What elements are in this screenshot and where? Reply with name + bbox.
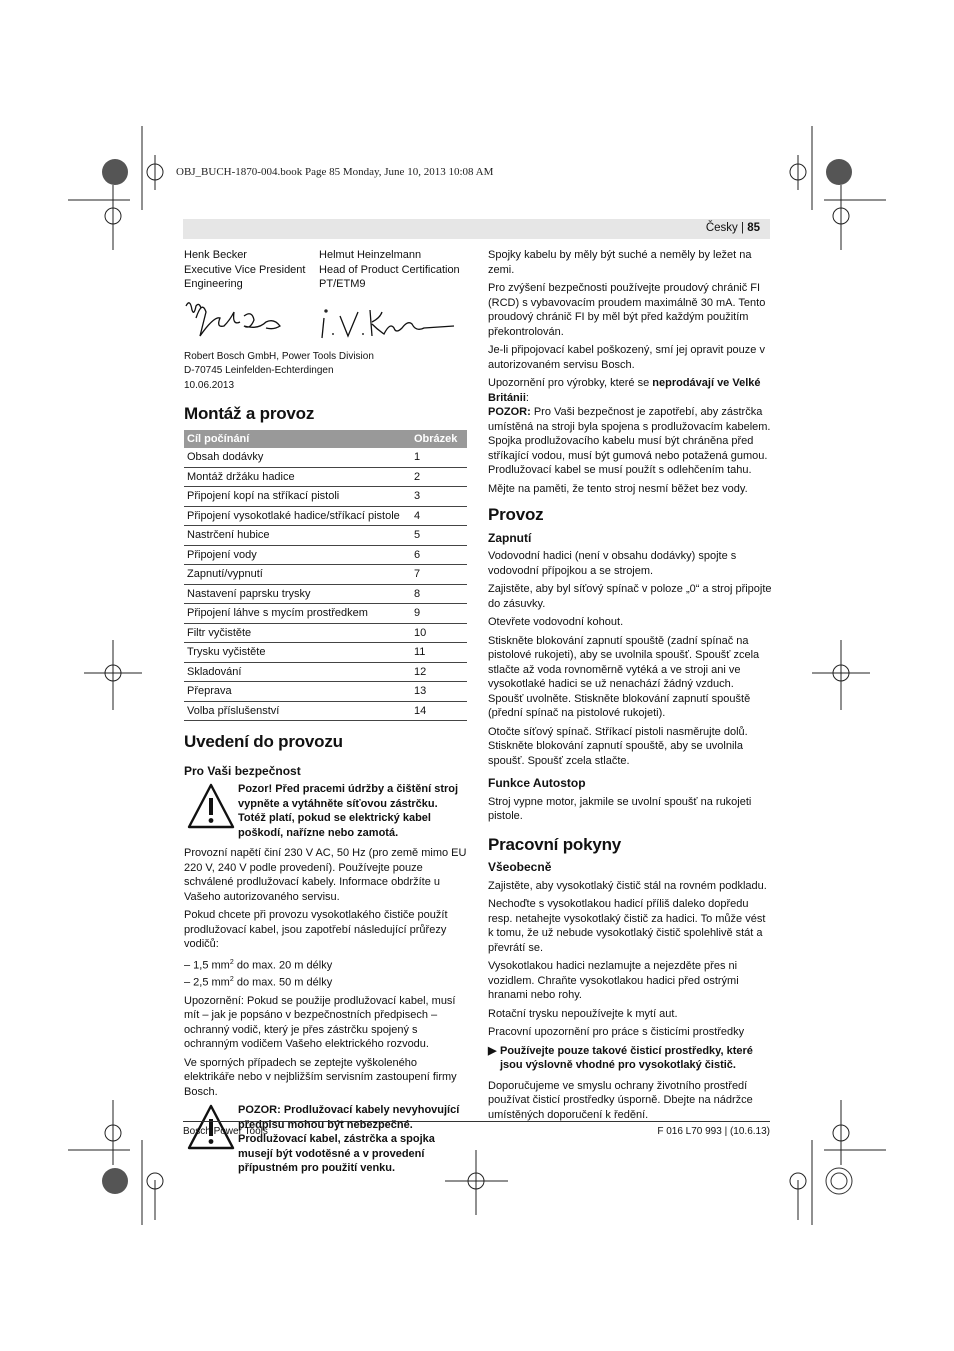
para-ground: Upozornění: Pokud se použije prodlužovací kabel, musí mít – jak je popsáno v bezpečnostních předpisech – ochranný vodič, který je přes zástrčku spojený s ochranným vodičem Vašeho elektrického rozvodu. xyxy=(184,994,456,1051)
warning-2 xyxy=(184,1103,468,1176)
table-row xyxy=(184,526,467,546)
table-cell-goal: Přeprava xyxy=(184,682,411,702)
table-cell-goal: Nastavení paprsku trysky xyxy=(184,584,411,604)
table-cell-goal: Zapnutí/vypnutí xyxy=(184,565,411,585)
table-cell-figure: 12 xyxy=(411,662,467,682)
table-cell-figure: 5 xyxy=(411,526,467,546)
table-cell-figure: 13 xyxy=(411,682,467,702)
sig2-dept: PT/ETM9 xyxy=(319,278,366,290)
para-rcd: Pro zvýšení bezpečnosti používejte proudový chránič FI (RCD) s vybavovacím proudem maximálně 30 mA. Tento proudový chránič FI by měl být před každým použitím překontrolován. xyxy=(488,282,766,338)
table-cell-goal: Obsah dodávky xyxy=(184,448,411,467)
table-row xyxy=(184,506,467,526)
handwritten-signatures xyxy=(184,298,468,348)
table-cell-figure: 1 xyxy=(411,448,467,467)
para-z1: Vodovodní hadici (není v obsahu dodávky) spojte s vodovodní přípojkou a se strojem. xyxy=(488,550,737,577)
para-z4: Stiskněte blokování zapnutí spouště (zadní spínač na pistolové rukojeti), aby se uvolnila spoušť. Spoušť zcela stlačte až voda rovnoměrně vytéká a ve stroji ani ve vysokotlaké hadici se už nenachází žádný vzduch. Spoušť uvolněte. Stiskněte blokování zapnutí spouště (přední spínač na pistolové rukojeti). xyxy=(488,634,760,719)
para-voltage: Provozní napětí činí 230 V AC, 50 Hz (pro země mimo EU 220 V, 240 V podle provedení). Používejte pouze schválené prodlužovací kabely. Informace obdržíte u Vašeho autorizovaného servisu. xyxy=(184,847,467,903)
page-header xyxy=(183,219,770,239)
steps-table xyxy=(184,430,467,722)
warning-1-text: Pozor! Před pracemi údržby a čištění stroj vypněte a vytáhněte síťovou zástrčku. Totéž platí, pokud se elektrický kabel poškodí, nařízne nebo zamotá. xyxy=(238,783,459,839)
sig1-name: Henk Becker xyxy=(184,249,247,261)
table-row xyxy=(184,604,467,624)
dash-item-1: – 1,5 $mm^2$ do max. 20 m délky xyxy=(184,958,333,972)
table-row xyxy=(184,467,467,487)
section-title-provoz: Provoz xyxy=(488,505,544,524)
warning-1 xyxy=(184,782,468,840)
page-footer xyxy=(183,1121,770,1137)
table-row xyxy=(184,682,467,702)
right-column xyxy=(488,248,772,1126)
address: D-70745 Leinfelden-Echterdingen xyxy=(184,365,334,376)
warning-icon xyxy=(184,782,238,830)
dash-item-2: – 2,5 $mm^2$ do max. 50 m délky xyxy=(184,975,333,989)
table-cell-goal: Připojení kopí na stříkací pistoli xyxy=(184,487,411,507)
table-cell-figure: 2 xyxy=(411,467,467,487)
section-title-montaz: Montáž a provoz xyxy=(184,404,315,423)
para-v2: Nechoďte s vysokotlakou hadicí příliš daleko dopředu resp. netahejte vysokotlaký čistič za hadici. To může vést k tomu, že už nebude vysokotlaký čistič spolehlivě stát a převrátí se. xyxy=(488,898,766,954)
section-title-pokyny: Pracovní pokyny xyxy=(488,834,622,854)
para-z5: Otočte síťový spínač. Stříkací pistoli nasměrujte dolů. Stiskněte blokování zapnutí spouště, aby se uvolnila spoušť. Spoušť zcela stlačte. xyxy=(488,725,748,767)
header-sep: | xyxy=(741,222,744,234)
table-cell-goal: Připojení vody xyxy=(184,545,411,565)
para-pozor: POZOR: Pro Vaši bezpečnost je zapotřebí, aby zástrčka umístěná na stroji byla spojena s prodlužovacím kabelem. Spojka prodlužovacího kabelu musí být chráněna před stříkající vodou, musí být gumová nebo potažená gumou. Prodlužovací kabel se musí použít s odlehčením tahu. xyxy=(488,406,771,476)
footer-right: F 016 L70 993 | (10.6.13) xyxy=(657,1126,770,1137)
table-cell-figure: 3 xyxy=(411,487,467,507)
date: 10.06.2013 xyxy=(184,379,235,391)
company: Robert Bosch GmbH, Power Tools Division xyxy=(184,350,374,362)
sig1-dept: Engineering xyxy=(184,278,243,290)
warning-2-text: POZOR: Prodlužovací kabely nevyhovující předpisu mohou být nebezpečné. Prodlužovací kabel, zástrčka a spojka musejí být vodotěsné a v provedení přípustném pro použití venku. xyxy=(238,1104,460,1175)
table-cell-goal: Připojení vysokotlaké hadice/stříkací pistole xyxy=(184,506,411,526)
table-row xyxy=(184,487,467,507)
table-row xyxy=(184,448,467,467)
table-cell-figure: 6 xyxy=(411,545,467,565)
para-v4: Rotační trysku nepoužívejte k mytí aut. xyxy=(488,1007,678,1020)
table-cell-figure: 7 xyxy=(411,565,467,585)
table-row xyxy=(184,643,467,663)
sig2-name: Helmut Heinzelmann xyxy=(319,249,422,261)
left-column xyxy=(184,248,468,1182)
footer-left: Bosch Power Tools xyxy=(183,1126,268,1137)
para-v6: Doporučujeme ve smyslu ochrany životního prostředí používat čisticí prostředky úsporně. Dbejte na nádržce umístěných doporučení k ředění. xyxy=(488,1079,753,1121)
table-cell-goal: Připojení láhve s mycím prostředkem xyxy=(184,604,411,624)
arrow-bullet-icon: ▶ xyxy=(488,1044,497,1057)
para-damaged-cable: Je-li připojovací kabel poškozený, smí jej opravit pouze v autorizovaném servisu Bosch. xyxy=(488,344,765,371)
sig1-title: Executive Vice President xyxy=(184,263,306,276)
para-extension: Pokud chcete při provozu vysokotlakého čističe použít prodlužovací kabel, jsou zapotřebí následující průřezy vodičů: xyxy=(184,909,448,950)
table-cell-goal: Skladování xyxy=(184,662,411,682)
table-cell-goal: Filtr vyčistěte xyxy=(184,623,411,643)
table-cell-figure: 10 xyxy=(411,623,467,643)
para-v5: Pracovní upozornění pro práce s čisticími prostředky xyxy=(488,1026,745,1038)
table-cell-figure: 4 xyxy=(411,506,467,526)
para-v3: Vysokotlakou hadici nezlamujte a nejezděte přes ni vozidlem. Chraňte vysokotlakou hadici před ostrými hranami nebo rohy. xyxy=(488,960,739,1001)
table-cell-figure: 9 xyxy=(411,604,467,624)
para-couplings: Spojky kabelu by měly být suché a neměly by ležet na zemi. xyxy=(488,249,752,276)
signatories xyxy=(184,248,468,292)
para-f1: Stroj vypne motor, jakmile se uvolní spoušť na rukojeti pistole. xyxy=(488,795,752,822)
table-cell-figure: 14 xyxy=(411,701,467,721)
sig2-title: Head of Product Certification xyxy=(319,263,460,276)
header-lang: Česky xyxy=(705,222,738,234)
para-v1: Zajistěte, aby vysokotlaký čistič stál na rovném podkladu. xyxy=(488,879,767,892)
subheading-vseobecne: Všeobecně xyxy=(488,860,552,874)
bullet-text: Používejte pouze takové čisticí prostředky, které jsou výslovně vhodné pro vysokotlaký čistič. xyxy=(500,1044,753,1071)
para-z2: Zajistěte, aby byl síťový spínač v poloze „0“ a stroj připojte do zásuvky. xyxy=(488,583,772,610)
table-row xyxy=(184,623,467,643)
table-cell-goal: Nastrčení hubice xyxy=(184,526,411,546)
para-no-water: Mějte na paměti, že tento stroj nesmí běžet bez vody. xyxy=(488,482,748,495)
table-header-goal: Cíl počínání xyxy=(184,430,411,449)
subheading-autostop: Funkce Autostop xyxy=(488,776,586,790)
table-cell-goal: Volba příslušenství xyxy=(184,701,411,721)
table-cell-goal: Montáž držáku hadice xyxy=(184,467,411,487)
para-z3: Otevřete vodovodní kohout. xyxy=(488,616,624,628)
table-row xyxy=(184,565,467,585)
table-header-figure: Obrázek xyxy=(411,430,467,449)
table-row xyxy=(184,545,467,565)
table-cell-figure: 11 xyxy=(411,643,467,663)
table-row xyxy=(184,662,467,682)
table-row xyxy=(184,584,467,604)
bullet-cleaning xyxy=(488,1044,772,1073)
table-row xyxy=(184,701,467,721)
subheading-zapnuti: Zapnutí xyxy=(488,530,532,545)
file-info: OBJ_BUCH-1870-004.book Page 85 Monday, June 10, 2013 10:08 AM xyxy=(176,166,494,178)
para-uk-note: Upozornění pro výrobky, které se neprodávají ve Velké Británii: xyxy=(488,377,761,404)
section-title-uvedeni: Uvedení do provozu xyxy=(184,732,343,751)
page-number: 85 xyxy=(747,222,760,234)
subheading-safety: Pro Vaši bezpečnost xyxy=(184,763,301,778)
table-cell-figure: 8 xyxy=(411,584,467,604)
para-electrician: Ve sporných případech se zeptejte vyškoleného elektrikáře nebo v nejbližším servisním zastoupení firmy Bosch. xyxy=(184,1056,457,1098)
table-cell-goal: Trysku vyčistěte xyxy=(184,643,411,663)
